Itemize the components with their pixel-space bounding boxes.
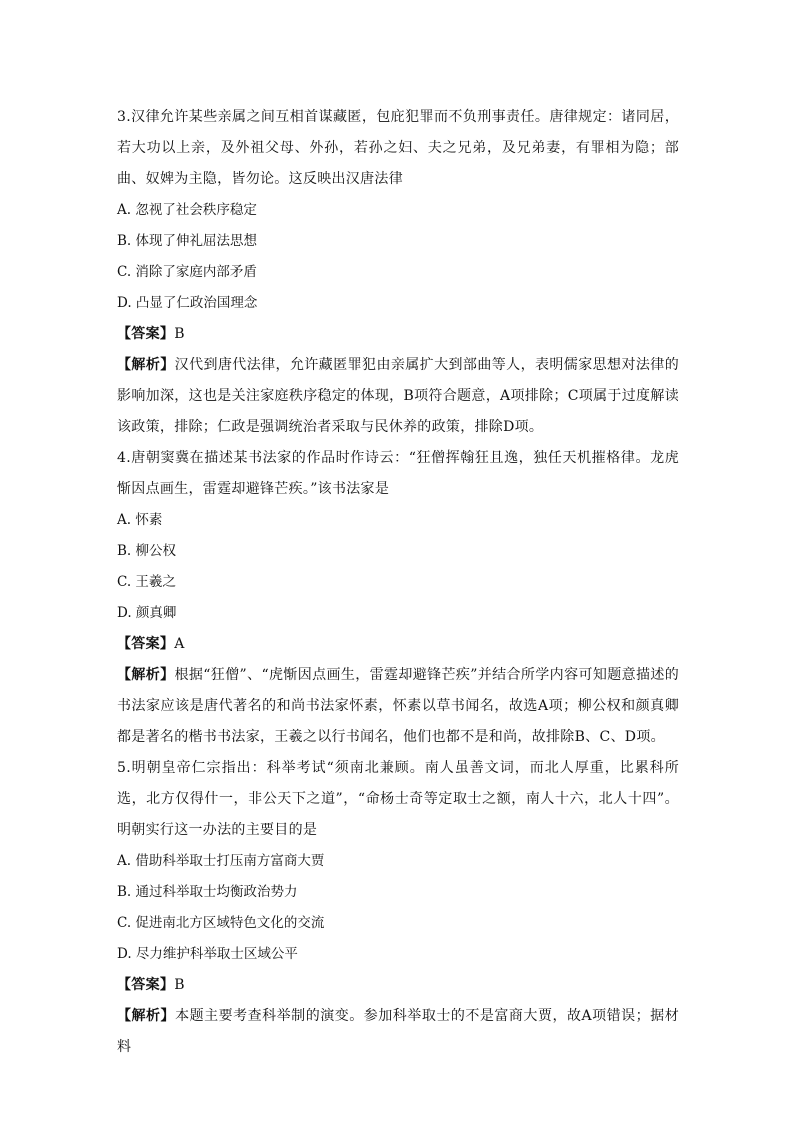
question-4-stem: 4.唐朝窦冀在描述某书法家的作品时作诗云：“狂僧挥翰狂且逸，独任天机摧格律。龙虎惭因点画生，雷霆却避锋芒疾。”该书法家是	[117, 450, 679, 497]
analysis-label: 【解析】	[117, 357, 175, 373]
analysis-text: 根据“狂僧”、“虎惭因点画生，雷霆却避锋芒疾”并结合所学内容可知题意描述的书法家应该是唐代著名的和尚书法家怀素，怀素以草书闻名，故选A项；柳公权和颜真卿都是著名的楷书书法家，王羲之以行书闻名，他们也都不是和尚，故排除B、C、D项。	[117, 667, 679, 745]
question-5-stem: 5.明朝皇帝仁宗指出：科举考试“须南北兼顾。南人虽善文词，而北人厚重，比累科所选，北方仅得什一，非公天下之道”，“命杨士奇等定取士之额，南人十六，北人十四”。明朝实行这一办法的主要目的是	[117, 760, 679, 838]
answer-value: B	[174, 977, 185, 993]
answer-label: 【答案】	[117, 326, 175, 342]
question-3-analysis	[117, 350, 679, 443]
analysis-text: 汉代到唐代法律，允许藏匿罪犯由亲属扩大到部曲等人，表明儒家思想对法律的影响加深，这也是关注家庭秩序稳定的体现，B项符合题意，A项排除；C项属于过度解读该政策，排除；仁政是强调统治者采取与民休养的政策，排除D项。	[117, 357, 679, 435]
question-5-option-b: B. 通过科举取士均衡政治势力	[117, 884, 298, 900]
question-3-answer	[117, 319, 679, 350]
question-3-stem: 3.汉律允许某些亲属之间互相首谋藏匿，包庇犯罪而不负刑事责任。唐律规定：诸同居，若大功以上亲，及外祖父母、外孙，若孙之妇、夫之兄弟，及兄弟妻，有罪相为隐；部曲、奴婢为主隐，皆勿论。这反映出汉唐法律	[117, 109, 679, 187]
analysis-label: 【解析】	[117, 1008, 176, 1024]
question-3-option-a: A. 忽视了社会秩序稳定	[117, 202, 257, 218]
question-5-analysis	[117, 1001, 679, 1063]
question-5-answer	[117, 970, 679, 1001]
answer-value: A	[174, 636, 185, 652]
question-4-option-b: B. 柳公权	[117, 543, 177, 559]
analysis-label: 【解析】	[117, 667, 175, 683]
answer-label: 【答案】	[117, 636, 175, 652]
question-3-option-b: B. 体现了伸礼屈法思想	[117, 233, 258, 249]
question-4-option-a: A. 怀素	[117, 512, 163, 528]
question-4-option-c: C. 王羲之	[117, 574, 176, 590]
question-3-option-c: C. 消除了家庭内部矛盾	[117, 264, 257, 280]
document-page	[117, 98, 679, 1063]
question-4-answer	[117, 629, 679, 660]
question-3-option-d: D. 凸显了仁政治国理念	[117, 295, 258, 311]
analysis-text: 本题主要考查科举制的演变。参加科举取士的不是富商大贾，故A项错误；据材料	[117, 1008, 679, 1055]
question-5-option-a: A. 借助科举取士打压南方富商大贾	[117, 853, 325, 869]
question-5-option-d: D. 尽力维护科举取士区域公平	[117, 946, 298, 962]
answer-label: 【答案】	[117, 977, 175, 993]
question-4-analysis	[117, 660, 679, 753]
answer-value: B	[174, 326, 185, 342]
question-4-option-d: D. 颜真卿	[117, 605, 177, 621]
question-5-option-c: C. 促进南北方区域特色文化的交流	[117, 915, 325, 931]
